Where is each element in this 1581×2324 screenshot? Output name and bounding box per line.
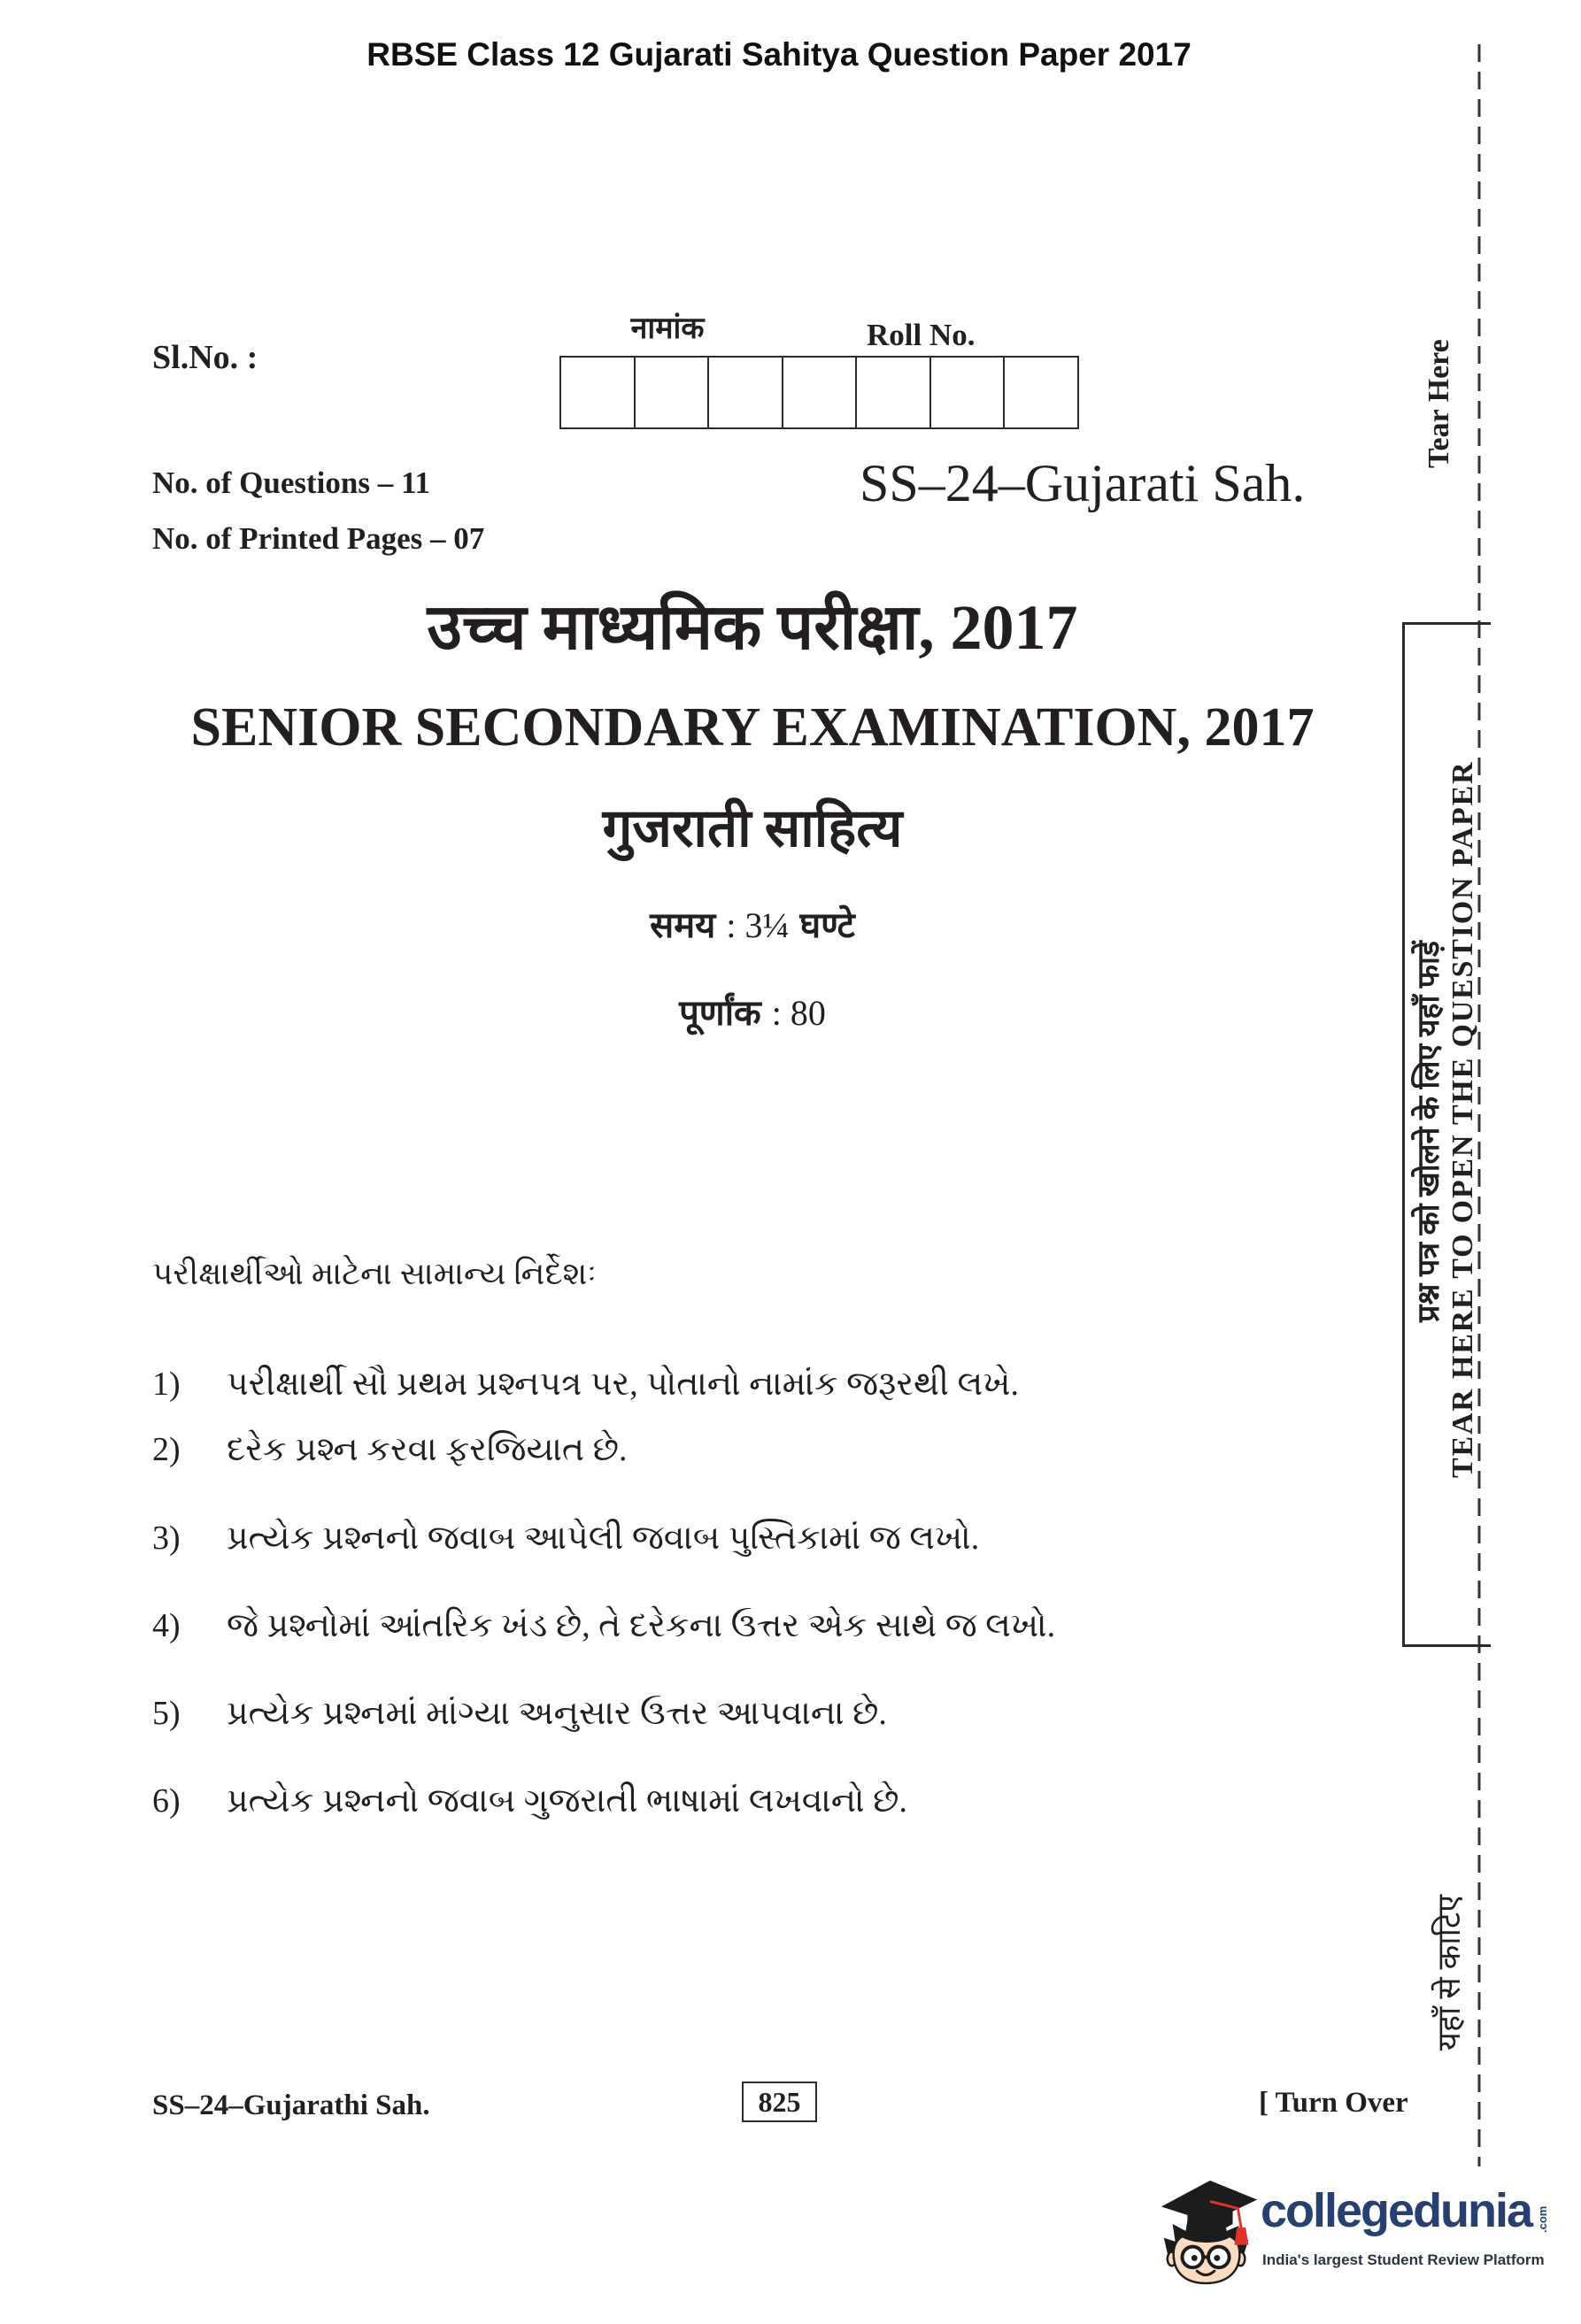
instruction-number: 2) <box>152 1431 181 1468</box>
mortarboard-cap <box>1161 2181 1257 2232</box>
duration-label: समय <box>650 905 716 945</box>
graduate-mascot-icon <box>1156 2168 1261 2285</box>
tear-instruction-english: TEAR HERE TO OPEN THE QUESTION PAPER <box>1446 760 1479 1479</box>
document-banner-title: RBSE Class 12 Gujarati Sahitya Question Paper 2017 <box>366 36 1192 73</box>
exam-title-hindi: उच्च माध्यमिक परीक्षा, 2017 <box>427 592 1078 663</box>
tear-instruction-hindi: प्रश्न पत्र को खोलने के लिए यहाँ फाड़ें <box>1413 941 1446 1323</box>
roll-number-box <box>857 358 931 427</box>
roll-number-label-hindi: नामांक <box>630 312 705 345</box>
number-of-questions: No. of Questions – 11 <box>152 466 431 500</box>
marks-label: पूर्णांक <box>679 993 761 1033</box>
instruction-number: 1) <box>152 1366 181 1403</box>
number-of-printed-pages: No. of Printed Pages – 07 <box>152 521 485 556</box>
maximum-marks <box>0 993 1505 1033</box>
paper-code: SS–24–Gujarati Sah. <box>860 454 1306 512</box>
roll-number-box <box>1005 358 1077 427</box>
page-number-box: 825 <box>742 2082 817 2122</box>
footer-paper-code: SS–24–Gujarathi Sah. <box>152 2089 430 2121</box>
roll-number-box <box>561 358 636 427</box>
duration-value: : 3¼ <box>726 905 790 945</box>
instruction-text: પ્રત્યેક પ્રશ્નમાં માંગ્યા અનુસાર ઉત્તર આપવાના છે. <box>227 1695 887 1732</box>
subject-title: गुजराती साहित्य <box>602 799 903 858</box>
instructions-heading: પરીક્ષાર્થીઓ માટેના સામાન્ય નિર્દેશઃ <box>152 1256 597 1291</box>
instruction-number: 4) <box>152 1607 181 1644</box>
logo-tagline: India's largest Student Review Platform <box>1262 2251 1545 2268</box>
roll-number-box <box>783 358 858 427</box>
tear-here-label: Tear Here <box>1423 339 1455 468</box>
marks-value: : 80 <box>771 993 826 1033</box>
instruction-item <box>152 1366 1019 1402</box>
instruction-number: 5) <box>152 1695 181 1732</box>
instruction-item <box>152 1608 1055 1643</box>
instruction-number: 6) <box>152 1782 181 1820</box>
instruction-text: દરેક પ્રશ્ન કરવા ફરજિયાત છે. <box>227 1431 628 1468</box>
instruction-item <box>152 1783 907 1819</box>
turn-over-label: [ Turn Over <box>1259 2087 1408 2119</box>
logo-wordmark: collegedunia <box>1261 2184 1532 2237</box>
instruction-item <box>152 1432 627 1467</box>
instruction-text: પરીક્ષાર્થી સૌ પ્રથમ પ્રશ્નપત્ર પર, પોતાનો નામાંક જરૂરથી લખે. <box>227 1366 1019 1403</box>
exam-duration <box>0 905 1505 945</box>
mascot-face <box>1168 2236 1246 2283</box>
instruction-text: પ્રત્યેક પ્રશ્નનો જવાબ આપેલી જવાબ પુસ્તિકામાં જ લખો. <box>227 1520 980 1557</box>
roll-number-box <box>709 358 783 427</box>
roll-number-boxes <box>559 356 1079 429</box>
instruction-text: જે પ્રશ્નોમાં આંતરિક ખંડ છે, તે દરેકના ઉત્તર એક સાથે જ લખો. <box>227 1607 1056 1644</box>
instruction-item <box>152 1520 979 1556</box>
roll-number-box <box>636 358 710 427</box>
roll-number-box <box>931 358 1006 427</box>
instruction-item <box>152 1696 887 1731</box>
exam-title-english: SENIOR SECONDARY EXAMINATION, 2017 <box>190 697 1315 758</box>
roll-number-label: Roll No. <box>867 318 976 352</box>
serial-number-label: Sl.No. : <box>152 339 258 376</box>
cut-here-label: यहाँ से काटिए <box>1431 1895 1467 2051</box>
logo-domain-suffix: .com <box>1536 2205 1549 2234</box>
instruction-text: પ્રત્યેક પ્રશ્નનો જવાબ ગુજરાતી ભાષામાં લખવાનો છે. <box>227 1782 907 1820</box>
instruction-number: 3) <box>152 1520 181 1557</box>
duration-unit: घण्टे <box>799 905 855 945</box>
